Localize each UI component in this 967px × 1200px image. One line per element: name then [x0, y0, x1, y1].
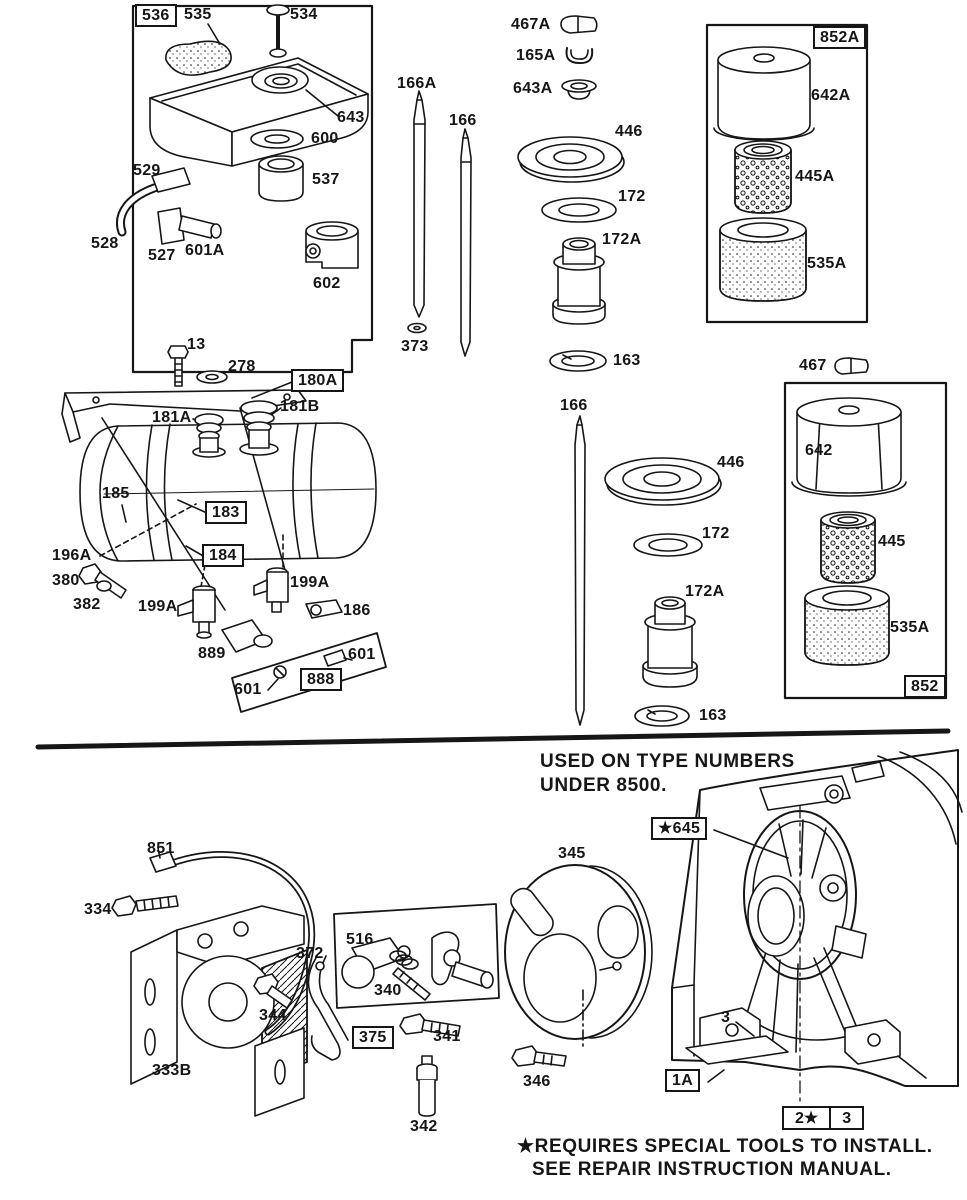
label-372: 372 [296, 945, 324, 962]
grommet-643A-icon [562, 80, 596, 99]
label-642A: 642A [811, 87, 851, 104]
label-344: 344 [259, 1007, 287, 1024]
label-186: 186 [343, 602, 371, 619]
label-516: 516 [346, 931, 374, 948]
label-446-top: 446 [615, 123, 643, 140]
sponge-art [166, 41, 231, 75]
label-184: 184 [202, 544, 244, 567]
type-note-line2: UNDER 8500. [540, 775, 667, 796]
section-divider [38, 731, 948, 747]
label-345: 345 [558, 845, 586, 862]
label-601-left: 601 [234, 681, 262, 698]
label-535A-mid: 535A [890, 619, 930, 636]
label-642: 642 [805, 442, 833, 459]
label-537: 537 [312, 171, 340, 188]
label-851: 851 [147, 840, 175, 857]
dipstick-166A-art [408, 91, 426, 333]
footnote-line2: SEE REPAIR INSTRUCTION MANUAL. [532, 1159, 892, 1180]
label-333B: 333B [152, 1062, 192, 1079]
label-166A: 166A [397, 75, 437, 92]
label-467A: 467A [511, 16, 551, 33]
clip-165A-icon [567, 48, 593, 63]
label-534: 534 [290, 6, 318, 23]
table-cell-2star: 2★ [782, 1106, 831, 1130]
flywheel-note-table [782, 1106, 864, 1130]
label-889: 889 [198, 645, 226, 662]
label-643: 643 [337, 109, 365, 126]
cover-345-art [505, 865, 652, 1066]
label-535A-top: 535A [807, 255, 847, 272]
label-172A-mid: 172A [685, 583, 725, 600]
label-602: 602 [313, 275, 341, 292]
part-602-art [306, 222, 358, 268]
label-334: 334 [84, 901, 112, 918]
dipstick-166-top-art [461, 129, 471, 356]
label-375: 375 [352, 1026, 394, 1049]
linkage-art [308, 904, 499, 1116]
label-165A: 165A [516, 47, 556, 64]
label-340: 340 [374, 982, 402, 999]
label-467: 467 [799, 357, 827, 374]
label-601-right: 601 [348, 646, 376, 663]
label-342: 342 [410, 1118, 438, 1135]
type-note-line1: USED ON TYPE NUMBERS [540, 751, 795, 772]
label-166-mid: 166 [560, 397, 588, 414]
label-527: 527 [148, 247, 176, 264]
label-199A-left: 199A [138, 598, 178, 615]
footnote-line1: ★REQUIRES SPECIAL TOOLS TO INSTALL. [517, 1136, 933, 1157]
label-643A: 643A [513, 80, 553, 97]
label-380: 380 [52, 572, 80, 589]
label-181B: 181B [280, 398, 320, 415]
label-536: 536 [135, 4, 177, 27]
label-601A: 601A [185, 242, 225, 259]
label-535: 535 [184, 6, 212, 23]
label-181A: 181A [152, 409, 192, 426]
wing-nut-467A-icon [561, 16, 597, 33]
label-185: 185 [102, 485, 130, 502]
label-196A: 196A [52, 547, 92, 564]
label-172-mid: 172 [702, 525, 730, 542]
label-341: 341 [433, 1028, 461, 1045]
label-278: 278 [228, 358, 256, 375]
oil-fill-b-art [575, 416, 721, 726]
air-cleaner-b-art [792, 398, 906, 665]
label-183: 183 [205, 501, 247, 524]
screw-head [267, 5, 289, 15]
label-13: 13 [187, 336, 206, 353]
label-446-mid: 446 [717, 454, 745, 471]
label-166-top: 166 [449, 112, 477, 129]
label-346: 346 [523, 1073, 551, 1090]
label-373: 373 [401, 338, 429, 355]
label-163-mid: 163 [699, 707, 727, 724]
label-199A-right: 199A [290, 574, 330, 591]
label-852: 852 [904, 675, 946, 698]
label-1A: 1A [665, 1069, 700, 1092]
label-163-top: 163 [613, 352, 641, 369]
label-600: 600 [311, 130, 339, 147]
label-3: 3 [721, 1009, 731, 1026]
label-172-top: 172 [618, 188, 646, 205]
label-645: ★645 [651, 817, 707, 840]
armature-art [112, 848, 312, 1116]
oil-fill-a-art [518, 137, 624, 371]
label-852A: 852A [813, 26, 866, 49]
label-180A: 180A [291, 369, 344, 392]
label-888: 888 [300, 668, 342, 691]
label-529: 529 [133, 162, 161, 179]
table-cell-3: 3 [831, 1106, 864, 1130]
label-528: 528 [91, 235, 119, 252]
label-445: 445 [878, 533, 906, 550]
engine-crankcase-art [672, 750, 962, 1106]
label-172A-top: 172A [602, 231, 642, 248]
label-445A: 445A [795, 168, 835, 185]
wing-nut-467-icon [835, 358, 868, 374]
label-382: 382 [73, 596, 101, 613]
